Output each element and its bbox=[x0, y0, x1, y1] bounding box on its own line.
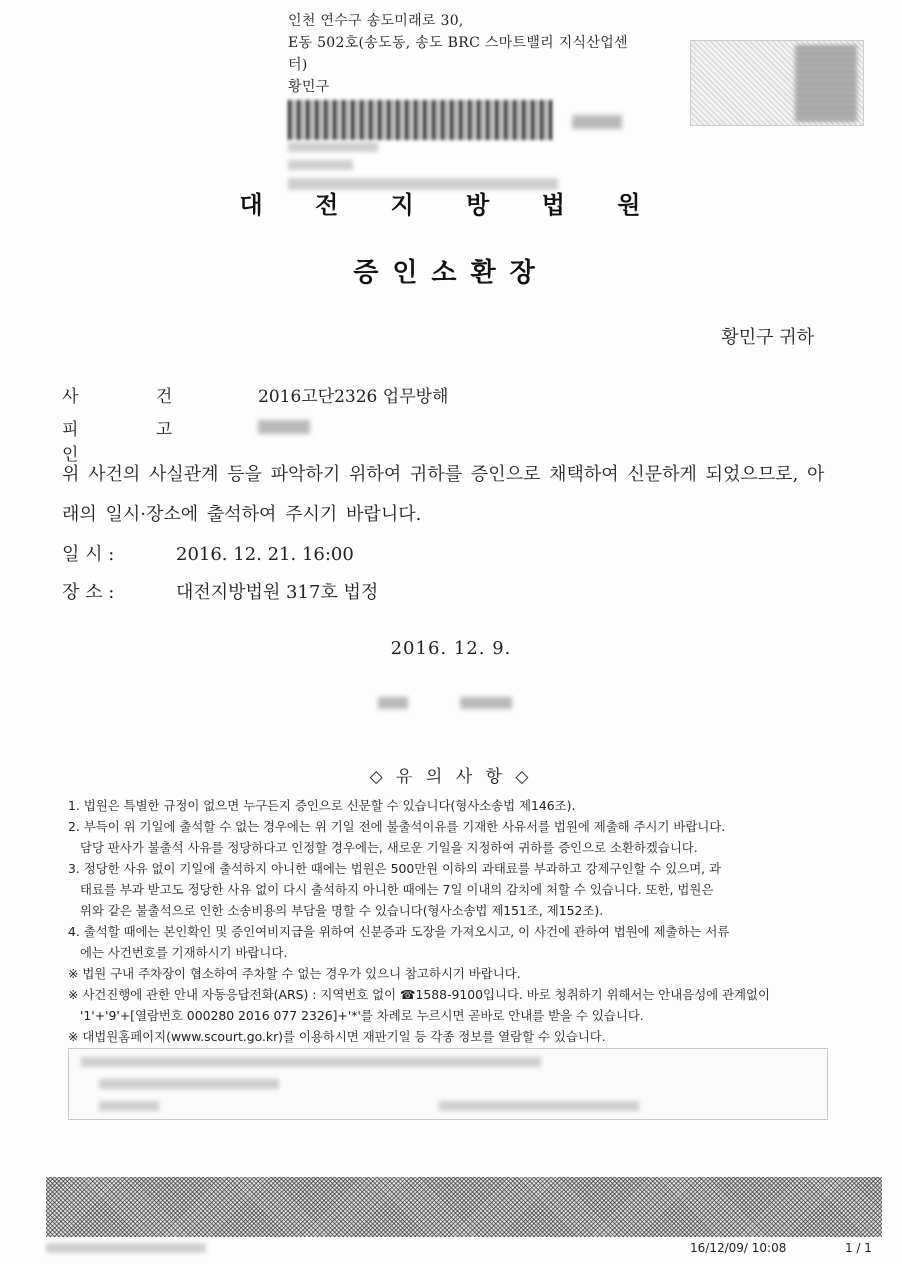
notice-item: 담당 판사가 불출석 사유를 정당하다고 인정할 경우에는, 새로운 기일을 지정하여 귀하를 증인으로 소환하겠습니다. bbox=[80, 840, 698, 855]
postage-stamp-box bbox=[690, 40, 864, 126]
case-row bbox=[62, 382, 448, 407]
document-title: 증인소환장 bbox=[353, 258, 549, 288]
notice-item: '1'+'9'+[열람번호 000280 2016 077 2326]+'*'를 차례로 누르시면 곧바로 안내를 받을 수 있습니다. bbox=[80, 1008, 644, 1023]
redacted-text bbox=[288, 142, 378, 152]
redacted-barcode-number bbox=[572, 115, 622, 129]
redacted-contact-box bbox=[68, 1048, 828, 1120]
datetime-label: 일 시 : bbox=[62, 544, 115, 565]
redacted-text bbox=[378, 697, 408, 709]
notice-item: ※ 대법원홈페이지(www.scourt.go.kr)를 이용하시면 재판기일 등 각종 정보를 열람할 수 있습니다. bbox=[68, 1029, 606, 1044]
redacted-text bbox=[460, 697, 512, 709]
place-label: 장 소 : bbox=[62, 582, 115, 603]
notice-item: 2. 부득이 위 기일에 출석할 수 없는 경우에는 위 기일 전에 불출석이유를 기재한 사유서를 법원에 제출해 주시기 바랍니다. bbox=[68, 819, 726, 834]
datetime-value: 2016. 12. 21. 16:00 bbox=[176, 544, 354, 565]
datetime-row bbox=[62, 540, 354, 566]
notice-item: 1. 법원은 특별한 규정이 없으면 누구든지 증인으로 신문할 수 있습니다(형사소송법 제146조). bbox=[68, 798, 576, 813]
defendant-label: 피 고 인 bbox=[62, 420, 209, 465]
fax-noise-band bbox=[46, 1177, 882, 1237]
notice-item: 3. 정당한 사유 없이 기일에 출석하지 아니한 때에는 법원은 500만원 이하의 과태료를 부과하고 강제구인할 수 있으며, 과 bbox=[68, 861, 722, 876]
redacted-fax-header bbox=[46, 1243, 206, 1253]
address-line-1: 인천 연수구 송도미래로 30, bbox=[288, 13, 464, 29]
redacted-text bbox=[81, 1057, 541, 1067]
fax-page-count: 1 / 1 bbox=[845, 1241, 872, 1255]
redacted-text bbox=[99, 1079, 279, 1089]
notice-title: ◇ 유 의 사 항 ◇ bbox=[369, 767, 533, 787]
notice-item: 4. 출석할 때에는 본인확인 및 증인여비지급을 위하여 신분증과 도장을 가져오시고, 이 사건에 관하여 법원에 제출하는 서류 bbox=[68, 924, 730, 939]
notice-item: ※ 법원 구내 주차장이 협소하여 주차할 수 없는 경우가 있으니 참고하시기 바랍니다. bbox=[68, 966, 521, 981]
address-line-2: E동 502호(송도동, 송도 BRC 스마트밸리 지식산업센 bbox=[288, 35, 628, 51]
place-row bbox=[62, 578, 378, 604]
case-label: 사 건 bbox=[62, 387, 209, 407]
address-name: 황민구 bbox=[288, 79, 330, 95]
barcode bbox=[288, 100, 553, 140]
case-value: 2016고단2326 업무방해 bbox=[258, 387, 449, 407]
notice-item: 위와 같은 불출석으로 인한 소송비용의 부담을 명할 수 있습니다(형사소송법 제151조, 제152조). bbox=[80, 903, 604, 918]
place-value: 대전지방법원 317호 법정 bbox=[176, 582, 379, 603]
body-paragraph: 위 사건의 사실관계 등을 파악하기 위하여 귀하를 증인으로 채택하여 신문하게 되었으므로, 아래의 일시·장소에 출석하여 주시기 바랍니다. bbox=[62, 464, 825, 525]
notice-item: 태료를 부과 받고도 정당한 사유 없이 다시 출석하지 아니한 때에는 7일 이내의 감치에 처할 수 있습니다. 또한, 법원은 bbox=[80, 882, 714, 897]
recipient-address bbox=[288, 10, 628, 98]
court-name: 대 전 지 방 법 원 bbox=[239, 191, 663, 219]
redacted-text bbox=[99, 1101, 159, 1111]
redacted-defendant-name bbox=[258, 420, 310, 434]
issue-date: 2016. 12. 9. bbox=[390, 638, 512, 659]
notice-item: 에는 사건번호를 기재하시기 바랍니다. bbox=[80, 945, 288, 960]
fax-timestamp: 16/12/09/ 10:08 bbox=[690, 1241, 787, 1255]
recipient-line: 황민구 귀하 bbox=[721, 327, 814, 348]
redacted-text bbox=[439, 1101, 639, 1111]
notice-list bbox=[68, 795, 828, 1047]
redacted-text bbox=[288, 160, 353, 170]
address-line-3: 터) bbox=[288, 57, 308, 73]
notice-item: ※ 사건진행에 관한 안내 자동응답전화(ARS) : 지역번호 없이 ☎1588-9100입니다. 바로 청취하기 위해서는 안내음성에 관계없이 bbox=[68, 987, 770, 1002]
